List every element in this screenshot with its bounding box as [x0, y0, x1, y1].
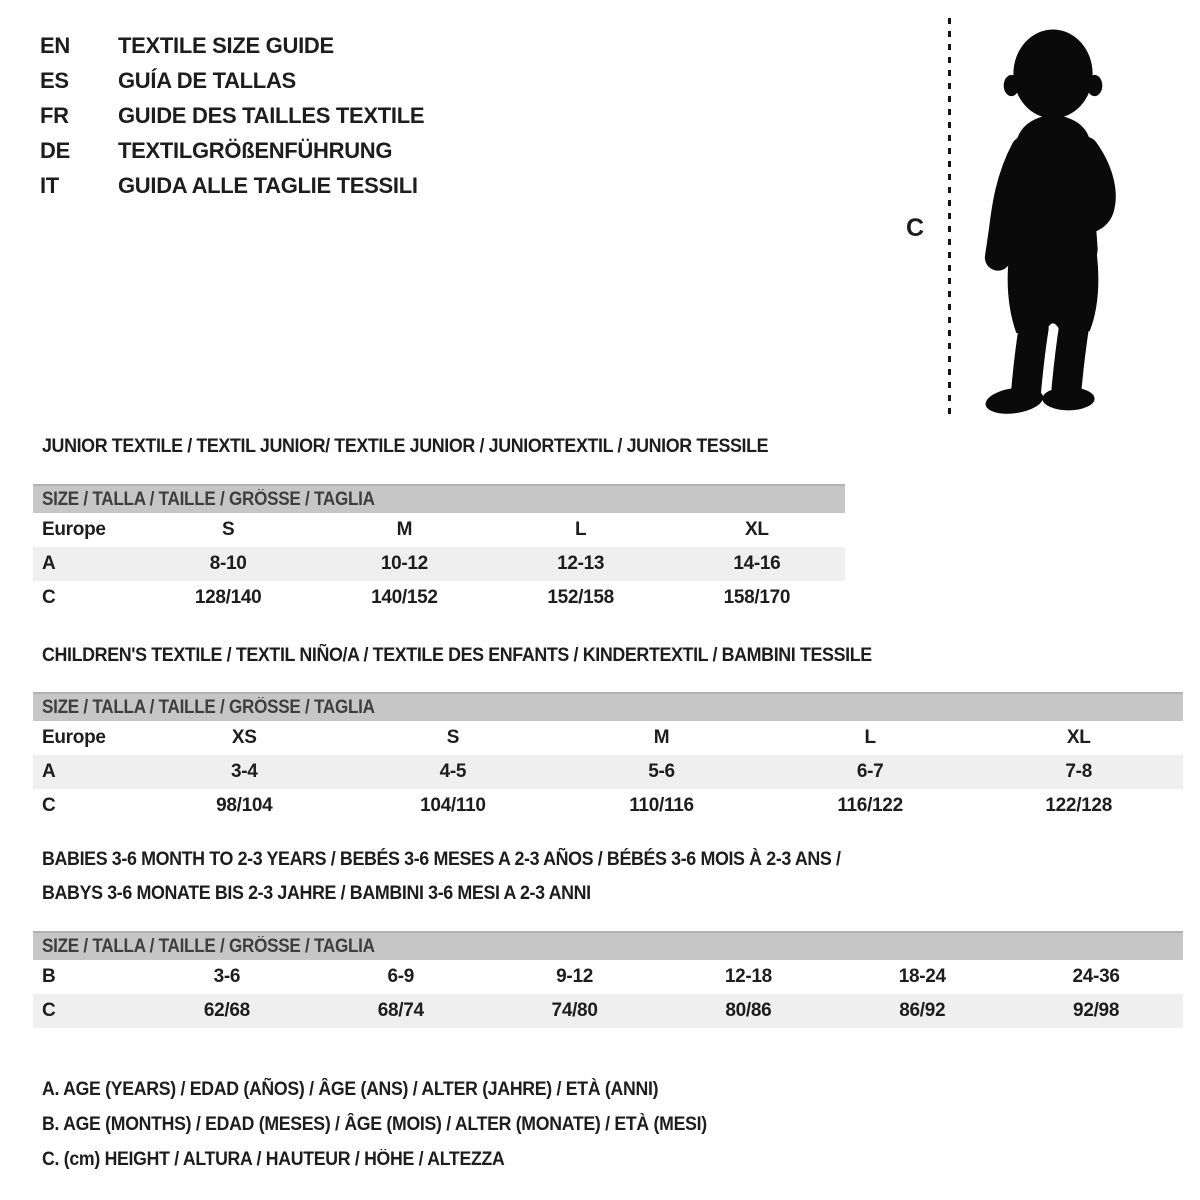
table-row-months [33, 960, 1183, 994]
children-size-table [33, 721, 1183, 823]
table-cell: 12-13 [557, 553, 605, 574]
column-header: XS [231, 727, 257, 748]
language-label: TEXTILE SIZE GUIDE [118, 32, 334, 58]
table-cell: 3-6 [213, 966, 241, 987]
table-row-height [33, 581, 845, 615]
junior-section-title: JUNIOR TEXTILE / TEXTIL JUNIOR/ TEXTILE JUNIOR / JUNIORTEXTIL / JUNIOR TESSILE [42, 436, 769, 457]
language-code: FR [40, 102, 69, 128]
table-row-europe [33, 721, 1183, 755]
table-cell: 74/80 [551, 1000, 598, 1021]
table-cell: 110/116 [629, 795, 694, 816]
babies-section-title-line2: BABYS 3-6 MONATE BIS 2-3 JAHRE / BAMBINI 3-6 MESI A 2-3 ANNI [42, 883, 591, 904]
table-cell: 14-16 [733, 553, 781, 574]
table-cell: 122/128 [1045, 795, 1112, 816]
table-cell: 9-12 [556, 966, 593, 987]
row-label: Europe [42, 727, 106, 748]
column-header: L [574, 519, 587, 540]
measurement-legend [42, 1072, 757, 1177]
table-cell: 140/152 [371, 587, 438, 608]
babies-size-table [33, 960, 1183, 1028]
table-cell: 158/170 [723, 587, 791, 608]
table-cell: 92/98 [1073, 1000, 1120, 1021]
language-code: EN [40, 32, 70, 58]
table-cell: 10-12 [380, 553, 428, 574]
table-cell: 62/68 [203, 1000, 250, 1021]
table-row-europe [33, 513, 845, 547]
row-label: A [42, 553, 56, 574]
table-cell: 12-18 [724, 966, 772, 987]
table-row-height [33, 994, 1183, 1028]
table-cell: 152/158 [547, 587, 614, 608]
table-row-height [33, 789, 1183, 823]
language-list [40, 28, 424, 203]
column-header: S [446, 727, 460, 748]
row-label: A [42, 761, 56, 782]
table-cell: 24-36 [1072, 966, 1120, 987]
junior-size-table [33, 513, 845, 615]
height-measure-label: C [906, 214, 925, 242]
language-row-fr [40, 98, 424, 133]
toddler-silhouette-image [962, 14, 1144, 420]
language-code: DE [40, 137, 70, 163]
table-cell: 3-4 [231, 761, 258, 782]
table-cell: 4-5 [439, 761, 467, 782]
table-cell: 6-7 [856, 761, 884, 782]
legend-text: C. (cm) HEIGHT / ALTURA / HAUTEUR / HÖHE / ALTEZZA [42, 1148, 505, 1170]
language-row-es [40, 63, 424, 98]
table-cell: 116/122 [837, 795, 903, 816]
table-cell: 18-24 [898, 966, 946, 987]
language-label: GUÍA DE TALLAS [118, 67, 296, 93]
language-label: GUIDE DES TAILLES TEXTILE [118, 102, 425, 128]
column-header: M [396, 519, 413, 540]
table-cell: 68/74 [377, 1000, 424, 1021]
height-dashed-line [948, 18, 951, 416]
legend-text: B. AGE (MONTHS) / EDAD (MESES) / ÂGE (MOIS) / ALTER (MONATE) / ETÀ (MESI) [42, 1113, 707, 1135]
size-header-text: SIZE / TALLA / TAILLE / GRÖSSE / TAGLIA [42, 488, 375, 510]
language-row-de [40, 133, 424, 168]
legend-line-a [42, 1072, 757, 1107]
row-label: Europe [42, 519, 106, 540]
table-cell: 8-10 [209, 553, 247, 574]
babies-section-title-line1: BABIES 3-6 MONTH TO 2-3 YEARS / BEBÉS 3-6 MESES A 2-3 AÑOS / BÉBÉS 3-6 MOIS À 2-3 ANS / [42, 849, 841, 870]
legend-text: A. AGE (YEARS) / EDAD (AÑOS) / ÂGE (ANS) / ALTER (JAHRE) / ETÀ (ANNI) [42, 1078, 659, 1100]
language-code: ES [40, 67, 69, 93]
table-cell: 104/110 [420, 795, 486, 816]
language-row-en [40, 28, 424, 63]
junior-size-header-bar [33, 484, 845, 513]
legend-line-c [42, 1142, 757, 1177]
column-header: S [221, 519, 235, 540]
size-header-text: SIZE / TALLA / TAILLE / GRÖSSE / TAGLIA [42, 696, 375, 718]
legend-line-b [42, 1107, 757, 1142]
table-cell: 98/104 [216, 795, 273, 816]
table-row-age [33, 755, 1183, 789]
children-section-title: CHILDREN'S TEXTILE / TEXTIL NIÑO/A / TEXTILE DES ENFANTS / KINDERTEXTIL / BAMBINI TESSILE [42, 645, 872, 666]
table-cell: 6-9 [387, 966, 415, 987]
row-label: C [42, 1000, 56, 1021]
column-header: L [864, 727, 876, 748]
language-code: IT [40, 172, 59, 198]
table-cell: 128/140 [194, 587, 262, 608]
column-header: XL [745, 519, 769, 540]
column-header: M [653, 727, 670, 748]
row-label: C [42, 795, 56, 816]
row-label: B [42, 966, 56, 987]
row-label: C [42, 587, 56, 608]
language-row-it [40, 168, 424, 203]
language-label: GUIDA ALLE TAGLIE TESSILI [118, 172, 418, 198]
column-header: XL [1066, 727, 1091, 748]
table-cell: 86/92 [899, 1000, 946, 1021]
children-size-header-bar [33, 692, 1183, 721]
table-cell: 7-8 [1065, 761, 1092, 782]
language-label: TEXTILGRÖßENFÜHRUNG [118, 137, 393, 163]
size-header-text: SIZE / TALLA / TAILLE / GRÖSSE / TAGLIA [42, 935, 375, 957]
table-row-age [33, 547, 845, 581]
table-cell: 5-6 [648, 761, 675, 782]
babies-size-header-bar [33, 931, 1183, 960]
table-cell: 80/86 [725, 1000, 772, 1021]
